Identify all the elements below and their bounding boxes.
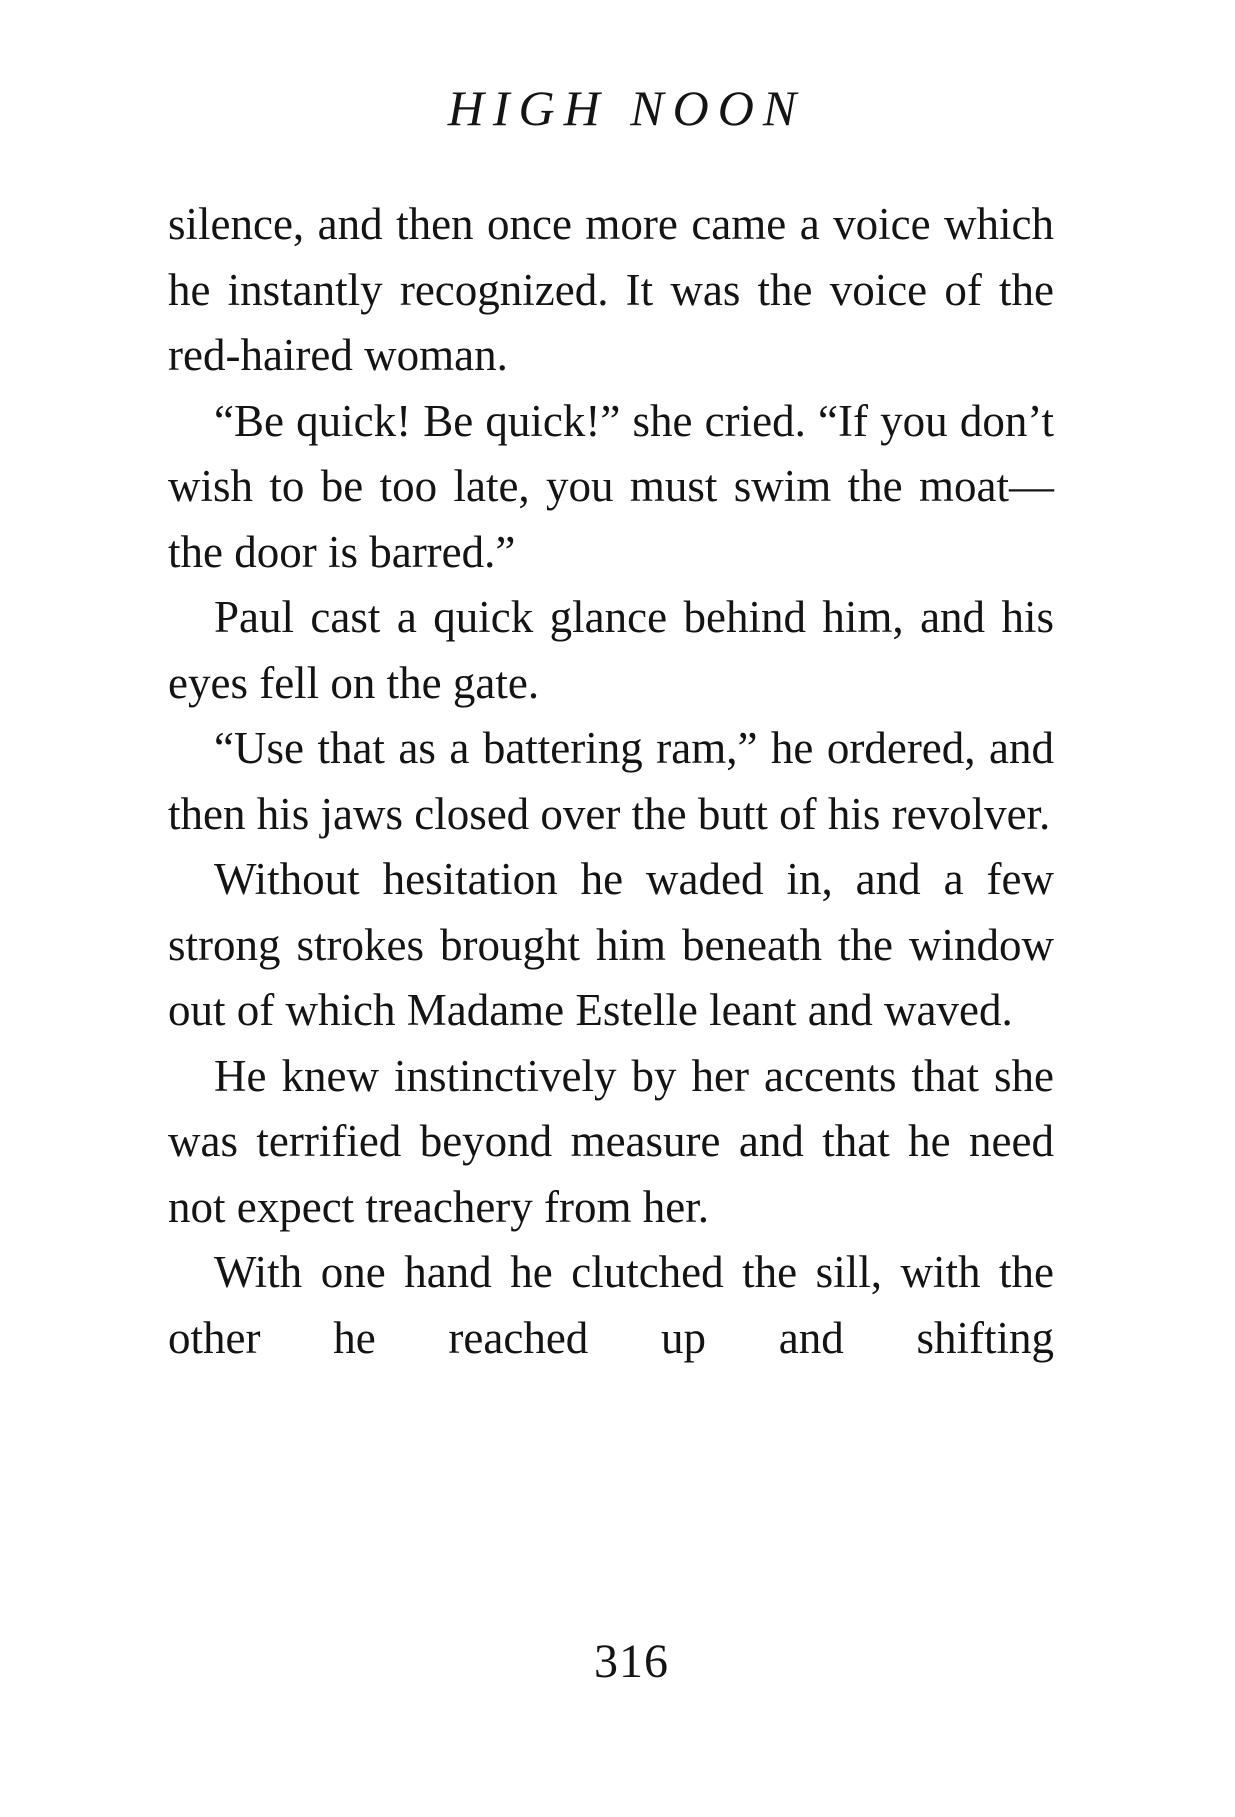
running-head-title: HIGH NOON — [447, 80, 806, 136]
paragraph-7: With one hand he clutched the sill, with the other he reached up and shifting — [168, 1247, 1054, 1363]
paragraph-1: silence, and then once more came a voice which he instantly recognized. It was the voice of the red-haired woman. — [168, 199, 1054, 380]
paragraph-6: He knew instinctively by her accents that she was terrified beyond measure and that he need not expect treachery from her. — [168, 1050, 1054, 1232]
paragraph-4: “Use that as a battering ram,” he ordered, and then his jaws closed over the butt of his revolver. — [168, 723, 1054, 839]
page-number: 316 — [594, 1635, 669, 1688]
body-text — [168, 192, 1054, 1371]
paragraph-2: “Be quick! Be quick!” she cried. “If you don’t wish to be too late, you must swim the moat—the door is barred.” — [168, 395, 1054, 577]
paragraph-3: Paul cast a quick glance behind him, and his eyes fell on the gate. — [168, 592, 1054, 708]
paragraph-5: Without hesitation he waded in, and a few strong strokes brought him beneath the window out of which Madame Estelle leant and waved. — [168, 854, 1054, 1035]
